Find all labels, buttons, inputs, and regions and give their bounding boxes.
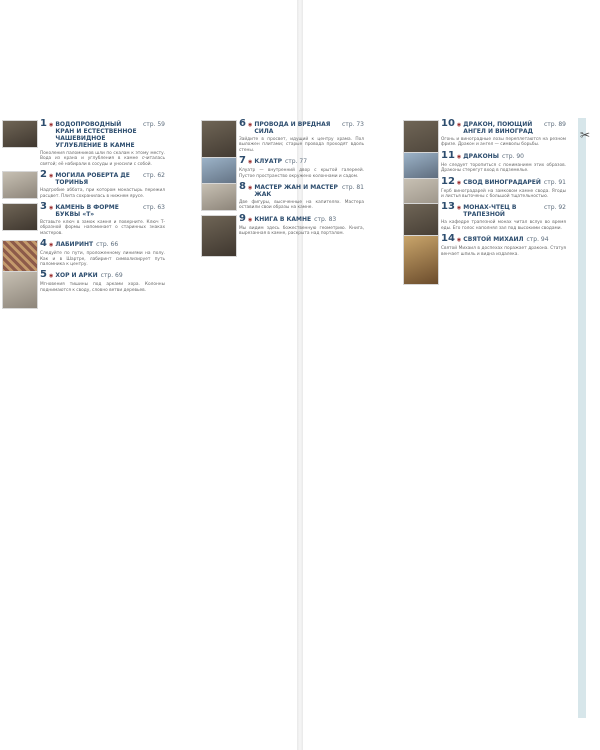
entry-page-ref: стр. 73 [341,121,364,128]
entry-body-text: Вставьте ключ в замок камня и поверните. Ключ Т-образной формы напоминает о старинных знаках мастеров. [40,220,165,236]
entry-title: СВОД ВИНОГРАДАРЕЙ [463,178,541,186]
location-pin-icon: ◉ [247,122,253,128]
entry-number: 1 [40,118,47,129]
guide-entry [441,235,566,257]
entry-page-ref: стр. 77 [285,158,308,166]
entry-heading [40,271,165,280]
entry-page-ref: стр. 66 [96,241,119,249]
location-pin-icon: ◉ [247,159,253,166]
entry-title: ЛАБИРИНТ [55,241,94,249]
entry-photo-thumbnail [2,120,38,148]
column-a [40,120,165,297]
book-gutter [297,0,303,750]
entry-title: МАСТЕР ЖАН И МАСТЕР ЖАК [254,184,338,199]
entry-body-text: Надгробие аббата, при котором монастырь пережил расцвет. Плита сохранилась в нижнем ярусе. [40,188,165,199]
guide-entry [40,171,165,199]
entry-number: 13 [441,201,455,213]
entry-number: 6 [239,118,246,129]
entry-body-text: Следуйте по пути, проложенному линиями на полу. Как и в Шартре, лабиринт символизирует путь паломника к центру. [40,251,165,268]
location-pin-icon: ◉ [456,205,462,212]
entry-page-ref: стр. 81 [341,184,364,192]
entry-body-text: Клуатр — внутренний двор с крытой галереей. Пустое пространство окружено колоннами и садом. [239,168,364,179]
entry-page-ref: стр. 59 [142,121,165,128]
guide-entry [239,183,364,211]
entry-heading [239,157,364,166]
guide-entry [441,175,566,200]
guide-entry [441,149,566,174]
location-pin-icon: ◉ [48,173,54,180]
entry-page-ref: стр. 69 [100,272,123,280]
guide-entry [239,212,364,237]
location-pin-icon: ◉ [247,216,253,223]
entry-title: ХОР И АРКИ [55,272,98,280]
location-pin-icon: ◉ [247,185,253,192]
entry-number: 3 [40,201,47,213]
entry-heading [441,149,566,161]
page-edge-tab [578,118,586,718]
guide-entry [40,203,165,236]
entry-body-text: Две фигуры, высеченные на капителях. Мастера оставили свои образы на камне. [239,200,364,211]
entry-heading [239,120,364,135]
entry-photo-thumbnail [403,152,439,180]
guide-entry [40,120,165,167]
entry-page-ref: стр. 90 [501,152,524,160]
entry-heading [40,171,165,186]
entry-photo-thumbnail [403,235,439,285]
entry-heading [441,203,566,218]
entry-number: 8 [239,181,246,193]
entry-title: МОНАХ-ЧТЕЦ В ТРАПЕЗНОЙ [463,204,517,219]
entry-heading [441,120,566,135]
location-pin-icon: ◉ [48,205,54,212]
entry-number: 4 [40,238,47,250]
guide-entry [239,157,364,179]
entry-number: 5 [40,269,47,281]
entry-photo-thumbnail [2,271,38,309]
guide-entry [40,240,165,267]
entry-number: 9 [239,212,246,224]
entry-heading [239,212,364,224]
entry-number: 7 [239,155,246,167]
entry-title: ДРАКОН, ПОЮЩИЙ АНГЕЛ И ВИНОГРАД [463,121,533,135]
entry-page-ref: стр. 94 [526,236,549,244]
entry-title: ПРОВОДА И ВРЕДНАЯ СИЛА [254,121,331,135]
location-pin-icon: ◉ [456,122,462,128]
entry-body-text: Зайдите в просвет, идущий к центру храма. Пол выложен плитами; старые провода проходят вдоль стены. [239,137,364,153]
location-pin-icon: ◉ [48,242,54,249]
entry-body-text: Мы видим здесь божественную геометрию. Книга, вырезанная в камне, раскрыта над порталом. [239,225,364,237]
guide-entry [40,271,165,293]
column-c [441,120,566,261]
entry-number: 14 [441,233,455,245]
location-pin-icon: ◉ [48,273,54,280]
entry-heading [441,175,566,187]
guide-entry [441,120,566,148]
entry-number: 11 [441,149,455,161]
entry-page-ref: стр. 89 [543,121,566,128]
entry-page-ref: стр. 92 [543,204,566,212]
entry-heading [40,203,165,218]
scissors-icon: ✂ [579,128,590,142]
location-pin-icon: ◉ [456,153,462,160]
entry-title: КНИГА В КАМНЕ [254,215,312,223]
entry-heading [40,120,165,149]
entry-page-ref: стр. 83 [314,215,337,223]
entry-page-ref: стр. 62 [142,172,165,180]
entry-title: ДРАКОНЫ [463,152,499,160]
entry-number: 10 [441,118,455,129]
location-pin-icon: ◉ [48,122,54,128]
entry-heading [441,235,566,244]
entry-number: 2 [40,169,47,181]
entry-body-text: Огонь и виноградные лозы переплетаются на резном фризе. Дракон и ангел — символы борьбы. [441,137,566,148]
entry-title: ВОДОПРОВОДНЫЙ КРАН И ЕСТЕСТВЕННОЕ ЧАШЕВИДНОЕ УГЛУБЛЕНИЕ В КАМНЕ [55,121,137,149]
entry-body-text: Святой Михаил в доспехах поражает дракона. Статуя венчает шпиль и видна издалека. [441,246,566,257]
guide-entry [441,203,566,231]
entry-photo-thumbnail [2,171,38,199]
entry-heading [239,183,364,198]
entry-heading [40,240,165,249]
location-pin-icon: ◉ [456,179,462,186]
entry-page-ref: стр. 63 [142,204,165,212]
guide-entry [239,120,364,153]
location-pin-icon: ◉ [456,237,462,244]
entry-number: 12 [441,175,455,187]
entry-photo-thumbnail [201,120,237,162]
entry-photo-thumbnail [2,203,38,231]
entry-body-text: На кафедре трапезной монах читал вслух во время еды. Его голос наполнял зал под высокими сводами. [441,220,566,231]
column-b [239,120,364,241]
entry-body-text: Мгновения тишины под арками хора. Колонны поднимаются к своду, словно ветви деревьев. [40,282,165,293]
entry-photo-thumbnail [201,183,237,211]
entry-body-text: Поколения паломников шли по скалам к этому месту. Вода из крана и углубления в камне считалась святой; её набирали в сосуды и уносили с собой. [40,151,165,167]
entry-title: МОГИЛА РОБЕРТА ДЕ ТОРИНЬЯ [55,172,130,187]
entry-page-ref: стр. 91 [543,178,566,186]
entry-photo-thumbnail [201,215,237,257]
entry-body-text: Не следует торопиться с пониманием этих образов. Драконы стерегут вход в подземелье. [441,162,566,174]
entry-title: КАМЕНЬ В ФОРМЕ БУКВЫ «Т» [55,204,119,219]
entry-title: КЛУАТР [254,158,282,166]
entry-title: СВЯТОЙ МИХАИЛ [463,236,524,244]
entry-body-text: Герб виноградарей на замковом камне свода. Ягоды и листья выточены с большой тщательностью. [441,188,566,200]
